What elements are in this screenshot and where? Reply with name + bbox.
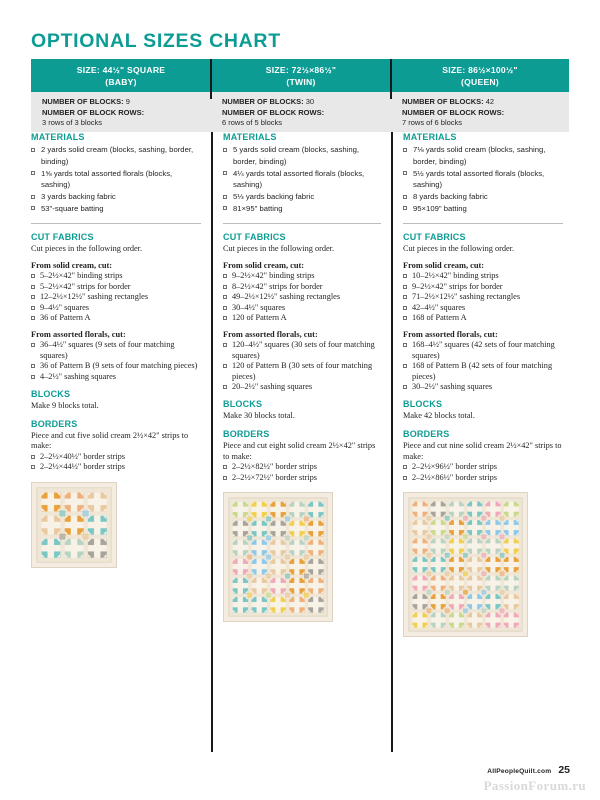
size-name-twin: (TWIN) xyxy=(286,76,316,87)
content-columns xyxy=(31,132,569,752)
block-rows-label-twin: NUMBER OF BLOCK ROWS: xyxy=(222,107,325,117)
page-number: 25 xyxy=(558,764,570,776)
quilt-diagram-baby xyxy=(31,482,117,568)
list-item: 7⅛ yards solid cream (blocks, sashing, border, binding) xyxy=(403,144,563,168)
list-item: 2–2½×72½" border strips xyxy=(223,473,381,483)
quilt-diagram-twin xyxy=(223,492,333,622)
borders-title-queen: BORDERS xyxy=(403,429,450,440)
list-item: 5½ yards total assorted florals (blocks, sashing) xyxy=(403,168,563,192)
footer-site: AllPeopleQuilt.com xyxy=(487,768,552,775)
florals-heading-baby: From assorted florals, cut: xyxy=(31,330,126,340)
borders-list-queen xyxy=(403,462,563,483)
blocks-title-baby: BLOCKS xyxy=(31,389,71,400)
list-item: 36 of Pattern A xyxy=(31,313,201,323)
column-twin xyxy=(211,132,391,622)
cream-list-baby xyxy=(31,271,201,323)
subheader-divider-1 xyxy=(210,59,212,99)
sizes-table xyxy=(31,59,569,132)
header-cell-twin xyxy=(211,59,391,92)
list-item: 9–2½×42" binding strips xyxy=(223,271,381,281)
blocks-value-baby: 9 xyxy=(125,97,130,106)
list-item: 168 of Pattern A xyxy=(403,313,563,323)
list-item: 168–4½" squares (42 sets of four matching squares) xyxy=(403,340,563,361)
column-baby xyxy=(31,132,211,568)
list-item: 4–2½" sashing squares xyxy=(31,372,201,382)
cream-heading-queen: From solid cream, cut: xyxy=(403,261,485,271)
size-label-twin: SIZE: 72½×86½" xyxy=(265,65,337,75)
list-item: 120 of Pattern B (30 sets of four matching pieces) xyxy=(223,361,381,382)
materials-list-baby xyxy=(31,144,201,215)
list-item: 8 yards backing fabric xyxy=(403,191,563,203)
blocks-text-twin: Make 30 blocks total. xyxy=(223,411,295,421)
list-item: 49–2½×12½" sashing rectangles xyxy=(223,292,381,302)
list-item: 9–2½×42" strips for border xyxy=(403,282,563,292)
quilt-diagram-wrap-queen xyxy=(403,492,563,637)
blocks-label-twin: NUMBER OF BLOCKS: xyxy=(222,97,304,106)
list-item: 5⅓ yards backing fabric xyxy=(223,191,381,203)
table-header-row xyxy=(31,59,569,92)
cut-title-twin: CUT FABRICS xyxy=(223,231,286,242)
blocks-text-baby: Make 9 blocks total. xyxy=(31,401,99,411)
list-item: 5–2½×42" strips for border xyxy=(31,282,201,292)
size-label-baby: SIZE: 44½" SQUARE xyxy=(76,65,166,75)
blocks-title-queen: BLOCKS xyxy=(403,399,443,410)
borders-text-queen: Piece and cut nine solid cream 2½×42" strips to make: xyxy=(403,441,562,461)
list-item: 53"-square batting xyxy=(31,203,201,215)
list-item: 168 of Pattern B (42 sets of four matching pieces) xyxy=(403,361,563,382)
cut-title-queen: CUT FABRICS xyxy=(403,231,466,242)
block-rows-label-baby: NUMBER OF BLOCK ROWS: xyxy=(42,107,145,117)
borders-title-baby: BORDERS xyxy=(31,418,78,429)
materials-title-twin: MATERIALS xyxy=(223,132,277,142)
list-item: 2–2½×86½" border strips xyxy=(403,473,563,483)
materials-list-queen xyxy=(403,144,563,215)
cut-intro-baby: Cut pieces in the following order. xyxy=(31,243,143,253)
page-title: OPTIONAL SIZES CHART xyxy=(31,30,281,52)
list-item: 42–4½" squares xyxy=(403,303,563,313)
borders-text-twin: Piece and cut eight solid cream 2½×42" strips to make: xyxy=(223,441,376,461)
list-item: 71–2½×12½" sashing rectangles xyxy=(403,292,563,302)
list-item: 120 of Pattern A xyxy=(223,313,381,323)
list-item: 4¼ yards total assorted florals (blocks, sashing) xyxy=(223,168,381,192)
borders-list-baby xyxy=(31,452,201,473)
florals-heading-queen: From assorted florals, cut: xyxy=(403,330,498,340)
list-item: 120–4½" squares (30 sets of four matching squares) xyxy=(223,340,381,361)
list-item: 36–4½" squares (9 sets of four matching squares) xyxy=(31,340,201,361)
subheader-divider-2 xyxy=(390,59,392,99)
florals-list-twin xyxy=(223,340,381,392)
blocks-text-queen: Make 42 blocks total. xyxy=(403,411,475,421)
list-item: 95×109" batting xyxy=(403,203,563,215)
summary-cell-baby xyxy=(31,92,211,132)
section-rule-twin xyxy=(223,223,381,224)
quilt-diagram-wrap-twin xyxy=(223,492,381,622)
size-label-queen: SIZE: 86½×100½" xyxy=(442,65,518,75)
summary-cell-queen xyxy=(391,92,569,132)
list-item: 1⅝ yards total assorted florals (blocks, sashing) xyxy=(31,168,201,192)
size-name-queen: (QUEEN) xyxy=(460,76,500,87)
list-item: 30–2½" sashing squares xyxy=(403,382,563,392)
header-cell-baby xyxy=(31,59,211,92)
list-item: 3 yards backing fabric xyxy=(31,191,201,203)
cream-list-twin xyxy=(223,271,381,323)
footer xyxy=(487,764,570,776)
table-subheader-row xyxy=(31,92,569,132)
list-item: 2–2½×40½" border strips xyxy=(31,452,201,462)
list-item: 10–2½×42" binding strips xyxy=(403,271,563,281)
cut-title-baby: CUT FABRICS xyxy=(31,231,94,242)
materials-title-baby: MATERIALS xyxy=(31,132,85,142)
blocks-value-queen: 42 xyxy=(485,97,495,106)
materials-title-queen: MATERIALS xyxy=(403,132,457,142)
florals-list-queen xyxy=(403,340,563,392)
section-rule-baby xyxy=(31,223,201,224)
blocks-title-twin: BLOCKS xyxy=(223,399,263,410)
list-item: 2–2½×82½" border strips xyxy=(223,462,381,472)
list-item: 2–2½×44½" border strips xyxy=(31,462,201,472)
borders-title-twin: BORDERS xyxy=(223,429,270,440)
block-rows-value-baby: 3 rows of 3 blocks xyxy=(42,118,103,128)
watermark: PassionForum.ru xyxy=(483,778,586,793)
list-item: 20–2½" sashing squares xyxy=(223,382,381,392)
block-rows-value-queen: 7 rows of 6 blocks xyxy=(402,118,463,128)
list-item: 36 of Pattern B (9 sets of four matching pieces) xyxy=(31,361,201,371)
quilt-diagram-queen xyxy=(403,492,528,637)
cream-heading-twin: From solid cream, cut: xyxy=(223,261,305,271)
blocks-label-queen: NUMBER OF BLOCKS: xyxy=(402,97,484,106)
borders-list-twin xyxy=(223,462,381,483)
list-item: 8–2½×42" strips for border xyxy=(223,282,381,292)
summary-cell-twin xyxy=(211,92,391,132)
list-item: 5 yards solid cream (blocks, sashing, border, binding) xyxy=(223,144,381,168)
cream-heading-baby: From solid cream, cut: xyxy=(31,261,113,271)
cut-intro-queen: Cut pieces in the following order. xyxy=(403,243,515,253)
quilt-diagram-wrap-baby xyxy=(31,482,201,568)
cut-intro-twin: Cut pieces in the following order. xyxy=(223,243,335,253)
list-item: 2 yards solid cream (blocks, sashing, border, binding) xyxy=(31,144,201,168)
list-item: 81×95" batting xyxy=(223,203,381,215)
florals-list-baby xyxy=(31,340,201,382)
list-item: 12–2½×12½" sashing rectangles xyxy=(31,292,201,302)
section-rule-queen xyxy=(403,223,563,224)
cream-list-queen xyxy=(403,271,563,323)
column-queen xyxy=(391,132,569,637)
blocks-label-baby: NUMBER OF BLOCKS: xyxy=(42,97,124,106)
blocks-value-twin: 30 xyxy=(305,97,315,106)
list-item: 5–2½×42" binding strips xyxy=(31,271,201,281)
florals-heading-twin: From assorted florals, cut: xyxy=(223,330,318,340)
borders-text-baby: Piece and cut five solid cream 2½×42" strips to make: xyxy=(31,430,189,451)
materials-list-twin xyxy=(223,144,381,215)
size-name-baby: (BABY) xyxy=(105,76,137,87)
block-rows-label-queen: NUMBER OF BLOCK ROWS: xyxy=(402,107,505,117)
list-item: 9–4½" squares xyxy=(31,303,201,313)
list-item: 30–4½" squares xyxy=(223,303,381,313)
header-cell-queen xyxy=(391,59,569,92)
list-item: 2–2½×96½" border strips xyxy=(403,462,563,472)
block-rows-value-twin: 6 rows of 5 blocks xyxy=(222,118,283,128)
